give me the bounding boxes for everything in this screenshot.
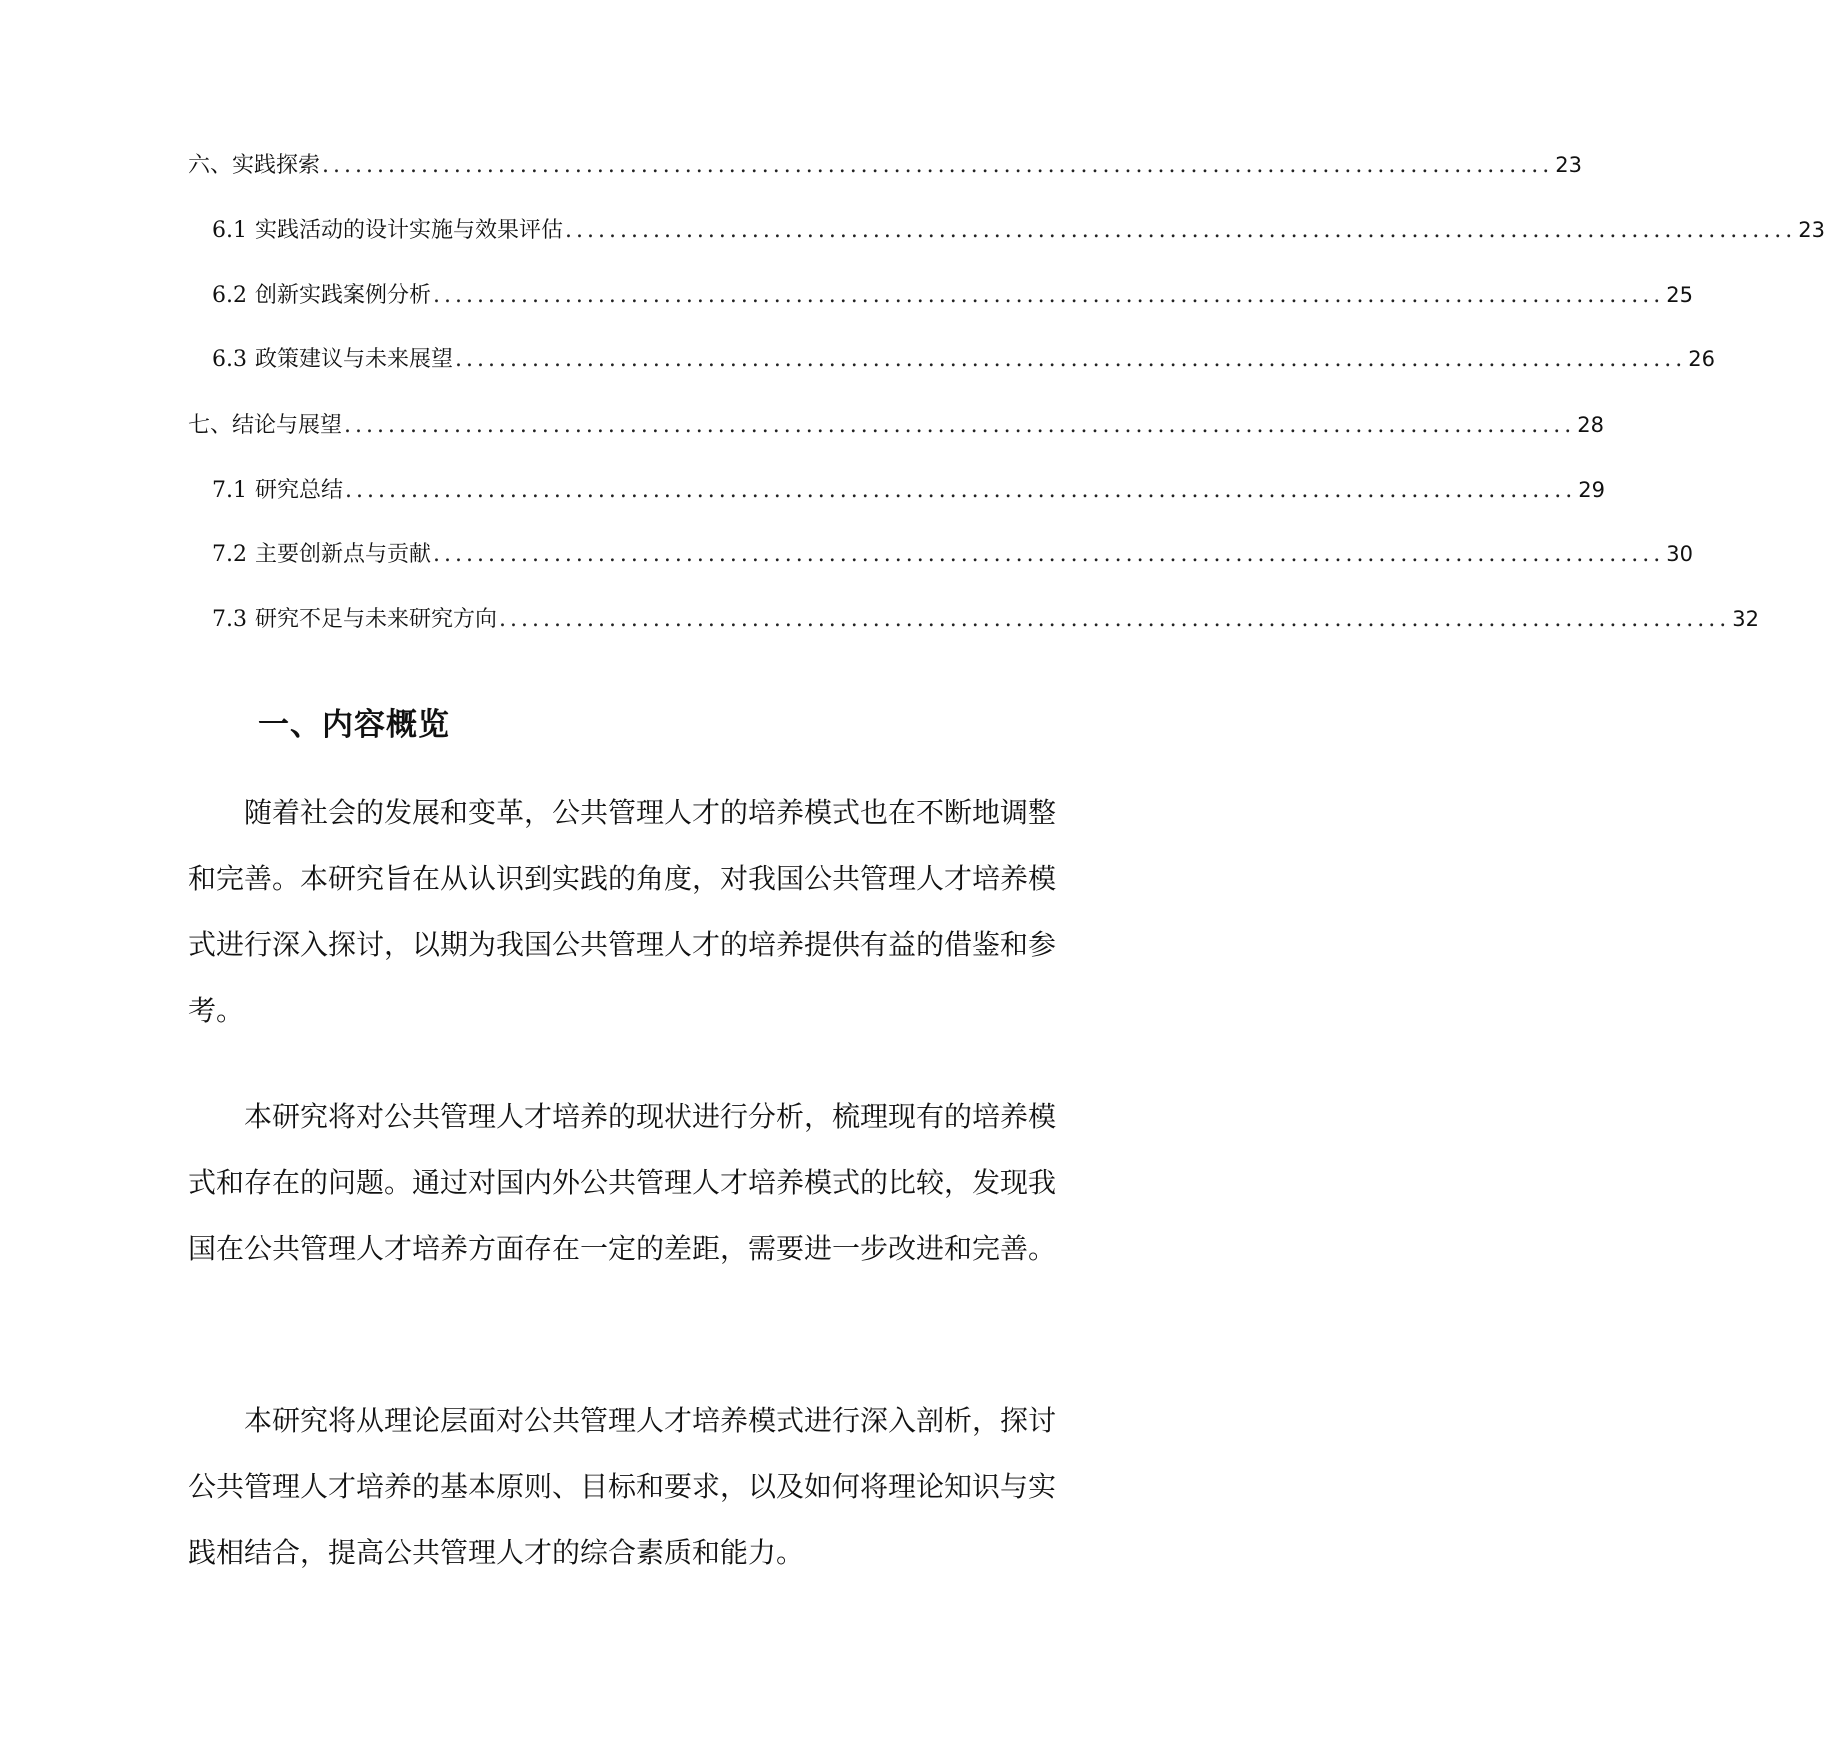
- toc-entry-6-3[interactable]: [212, 342, 1715, 376]
- toc-leader-dots: ................................................................................................................: [344, 413, 1576, 438]
- toc-page-number: 28: [1577, 413, 1604, 437]
- toc-entry-label: 政策建议与未来展望: [255, 347, 454, 372]
- toc-page-number: 26: [1688, 347, 1715, 371]
- toc-page-number: 30: [1666, 542, 1693, 566]
- toc-entry-6-2[interactable]: [212, 278, 1693, 312]
- toc-page-number: 32: [1732, 607, 1759, 631]
- toc-leader-dots: ................................................................................................................: [433, 542, 1665, 567]
- toc-entry-7-1[interactable]: [212, 473, 1605, 507]
- toc-entry-number: 7.3: [212, 607, 247, 632]
- toc-leader-dots: ................................................................................................................: [499, 607, 1731, 632]
- toc-entry-label: 研究不足与未来研究方向: [255, 607, 498, 632]
- toc-entry-label: 主要创新点与贡献: [255, 542, 432, 567]
- toc-leader-dots: ................................................................................................................: [565, 218, 1797, 243]
- body-paragraph-3: 本研究将从理论层面对公共管理人才培养模式进行深入剖析，探讨公共管理人才培养的基本原则、目标和要求，以及如何将理论知识与实践相结合，提高公共管理人才的综合素质和能力。: [188, 1404, 1057, 1569]
- toc-entry-number: 6.2: [212, 283, 247, 308]
- toc-leader-dots: ................................................................................................................: [433, 283, 1665, 308]
- toc-entry-6-1[interactable]: [212, 213, 1825, 247]
- toc-leader-dots: ................................................................................................................: [345, 478, 1577, 503]
- toc-entry-label: 七、结论与展望: [188, 413, 343, 438]
- toc-page-number: 23: [1555, 153, 1582, 177]
- body-paragraph-2: 本研究将对公共管理人才培养的现状进行分析，梳理现有的培养模式和存在的问题。通过对国内外公共管理人才培养模式的比较，发现我国在公共管理人才培养方面存在一定的差距，需要进一步改进和完善。: [188, 1100, 1057, 1265]
- toc-entry-chapter-7[interactable]: [188, 408, 1604, 442]
- toc-entry-label: 实践活动的设计实施与效果评估: [255, 218, 564, 243]
- toc-leader-dots: ................................................................................................................: [455, 347, 1687, 372]
- toc-entry-label: 研究总结: [255, 478, 344, 503]
- toc-leader-dots: ................................................................................................................: [322, 153, 1554, 178]
- toc-entry-7-2[interactable]: [212, 537, 1693, 571]
- section-heading: 一、内容概览: [258, 707, 450, 743]
- toc-entry-number: 6.3: [212, 347, 247, 372]
- toc-entry-label: 六、实践探索: [188, 153, 321, 178]
- toc-entry-chapter-6[interactable]: [188, 148, 1582, 182]
- toc-entry-label: 创新实践案例分析: [255, 283, 432, 308]
- toc-entry-number: 7.1: [212, 478, 247, 503]
- toc-page-number: 25: [1666, 283, 1693, 307]
- toc-entry-number: 6.1: [212, 218, 247, 243]
- toc-entry-7-3[interactable]: [212, 602, 1759, 636]
- body-paragraph-1: 随着社会的发展和变革，公共管理人才的培养模式也在不断地调整和完善。本研究旨在从认识到实践的角度，对我国公共管理人才培养模式进行深入探讨，以期为我国公共管理人才的培养提供有益的借鉴和参考。: [188, 796, 1057, 1027]
- toc-page-number: 29: [1578, 478, 1605, 502]
- toc-page-number: 23: [1798, 218, 1825, 242]
- toc-entry-number: 7.2: [212, 542, 247, 567]
